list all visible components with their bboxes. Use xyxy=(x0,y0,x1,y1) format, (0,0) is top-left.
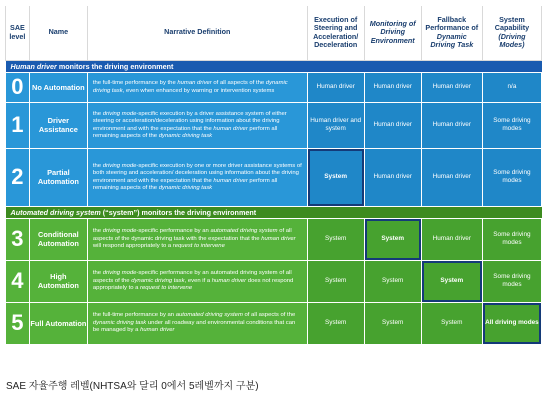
section-human-monitors xyxy=(6,60,542,72)
monitoring-cell: System xyxy=(364,218,421,260)
capability-cell: n/a xyxy=(482,72,541,102)
monitoring-cell: Human driver xyxy=(364,72,421,102)
monitoring-cell: Human driver xyxy=(364,148,421,206)
execution-cell: Human driver xyxy=(307,72,364,102)
level-name: High Automation xyxy=(29,260,87,302)
header-narrative: Narrative Definition xyxy=(87,6,307,60)
level-row-3 xyxy=(6,218,542,260)
sae-levels-table-container xyxy=(5,6,542,365)
level-number: 0 xyxy=(6,72,30,102)
level-number: 3 xyxy=(6,218,30,260)
level-row-5 xyxy=(6,302,542,344)
execution-cell: System xyxy=(307,218,364,260)
header-row xyxy=(6,6,542,60)
level-row-1 xyxy=(6,102,542,148)
narrative-definition: the full-time performance by an automated driving system of all aspects of the dynamic driving task under all roadway and environmental conditions that can be managed by a human driver xyxy=(87,302,307,344)
capability-cell: All driving modes xyxy=(482,302,541,344)
capability-cell: Some driving modes xyxy=(482,260,541,302)
header-name: Name xyxy=(29,6,87,60)
fallback-cell: Human driver xyxy=(421,72,482,102)
figure-caption: SAE 자율주행 레벨(NHTSA와 달리 0에서 5레벨까지 구분) xyxy=(6,381,259,392)
header-fallback: Fallback Performance of Dynamic Driving Task xyxy=(421,6,482,60)
section-human-rest: monitors the driving environment xyxy=(56,61,174,71)
fallback-cell: Human driver xyxy=(421,148,482,206)
header-execution: Execution of Steering and Acceleration/ Deceleration xyxy=(307,6,364,60)
monitoring-cell: System xyxy=(364,260,421,302)
sae-levels-table xyxy=(5,6,542,345)
level-number: 1 xyxy=(6,102,30,148)
header-monitoring: Monitoring of Driving Environment xyxy=(364,6,421,60)
section-human-em: Human driver xyxy=(10,61,57,71)
execution-cell: System xyxy=(307,260,364,302)
level-row-4 xyxy=(6,260,542,302)
level-row-0 xyxy=(6,72,542,102)
fallback-cell: System xyxy=(421,260,482,302)
level-name: No Automation xyxy=(29,72,87,102)
execution-cell: System xyxy=(307,148,364,206)
level-number: 5 xyxy=(6,302,30,344)
capability-cell: Some driving modes xyxy=(482,102,541,148)
auto-rows xyxy=(6,218,542,344)
narrative-definition: the driving mode-specific performance by an automated driving system of all aspects of the dynamic driving task, even if a human driver does not respond appropriately to a request to intervene xyxy=(87,260,307,302)
level-name: Full Automation xyxy=(29,302,87,344)
fallback-cell: Human driver xyxy=(421,218,482,260)
level-name: Driver Assistance xyxy=(29,102,87,148)
human-rows xyxy=(6,72,542,206)
section-system-monitors xyxy=(6,206,542,218)
level-row-2 xyxy=(6,148,542,206)
monitoring-cell: Human driver xyxy=(364,102,421,148)
section-auto-rest: (“system”) monitors the driving environment xyxy=(100,207,257,217)
execution-cell: System xyxy=(307,302,364,344)
level-name: Conditional Automation xyxy=(29,218,87,260)
level-number: 4 xyxy=(6,260,30,302)
narrative-definition: the driving mode-specific performance by an automated driving system of all aspects of the dynamic driving task with the expectation that the human driver will respond appropriately to a request to intervene xyxy=(87,218,307,260)
fallback-cell: Human driver xyxy=(421,102,482,148)
monitoring-cell: System xyxy=(364,302,421,344)
narrative-definition: the full-time performance by the human driver of all aspects of the dynamic driving task, even when enhanced by warning or intervention systems xyxy=(87,72,307,102)
header-level: SAE level xyxy=(6,6,30,60)
level-number: 2 xyxy=(6,148,30,206)
section-auto-em: Automated driving system xyxy=(10,207,101,217)
fallback-cell: System xyxy=(421,302,482,344)
narrative-definition: the driving mode-specific execution by a driver assistance system of either steering or acceleration/deceleration using information about the driving environment and with the expectation that the human driver perform all remaining aspects of the dynamic driving task xyxy=(87,102,307,148)
header-capability: System Capability (Driving Modes) xyxy=(482,6,541,60)
execution-cell: Human driver and system xyxy=(307,102,364,148)
capability-cell: Some driving modes xyxy=(482,148,541,206)
level-name: Partial Automation xyxy=(29,148,87,206)
capability-cell: Some driving modes xyxy=(482,218,541,260)
narrative-definition: the driving mode-specific execution by one or more driver assistance systems of both steering and acceleration/ deceleration using information about the driving environment and with the expectation that the human driver perform all remaining aspects of the dynamic driving task xyxy=(87,148,307,206)
